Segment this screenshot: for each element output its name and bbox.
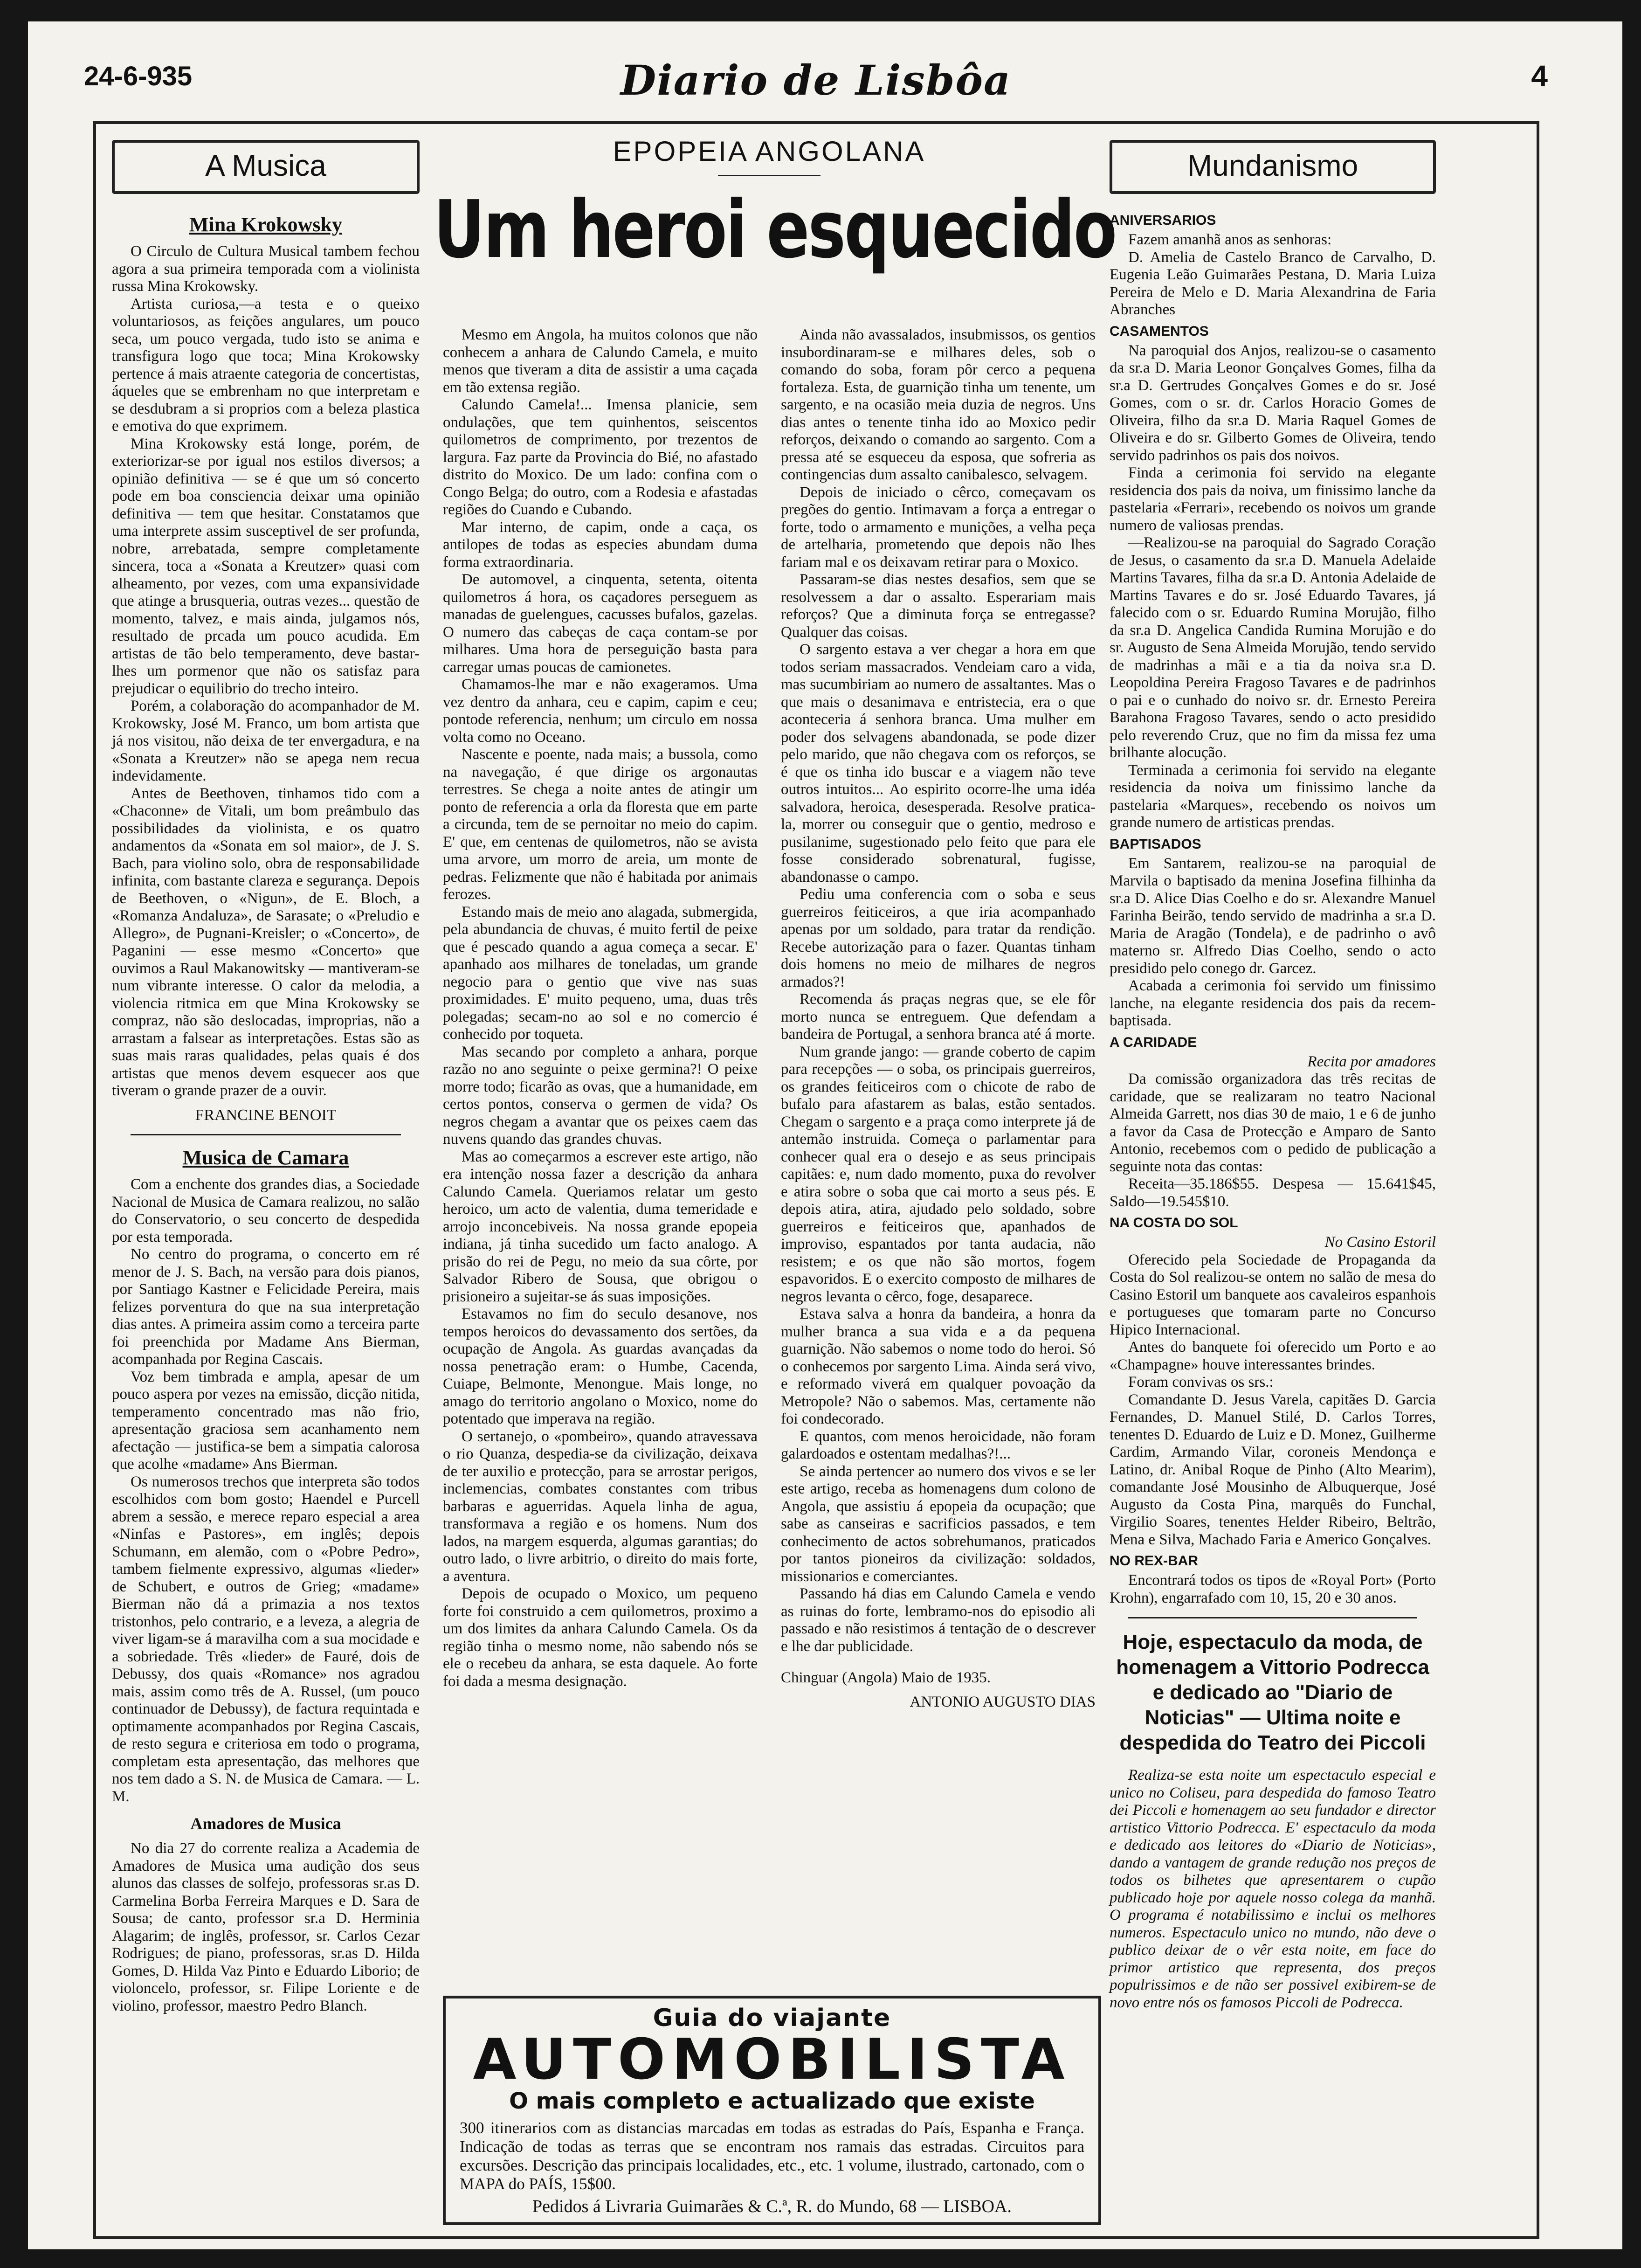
paragraph: Depois de ocupado o Moxico, um pequeno forte foi construido a cem quilometros, proximo a um dos limites da anhara Calundo Camela. Os da região tinha o mesmo nome, não sabendo nós se ele o recebeu da anhara, se esta daquele. Ao forte foi dada a mesma designação. [443, 1585, 758, 1690]
paragraph: Estando mais de meio ano alagada, submergida, pela abundancia de chuvas, é muito fertil de peixe que é pescado quando a agua começa a secar. E' apanhado aos milhares de toneladas, um grande negocio para o gentio que vive nas suas proximidades. E' muito pequeno, uma, duas três polegadas; secam-no ao sol e no comercio é conhecido por toqueta. [443, 903, 758, 1043]
paragraph: —Realizou-se na paroquial do Sagrado Coração de Jesus, o casamento da sr.a D. Manuela Adelaide Martins Tavares, filha da sr.a D. Antonia Adelaide de Martins Tavares e do sr. José Eduardo Tavares, já falecido com o sr. Eduardo Rumina Morujão, filho da sr.a D. Angelica Candida Rumina Morujão e do sr. Augusto de Sena Almeida Morujão, tendo servido de madrinhas a mãi e a tia da noiva sr.a D. Leopoldina Pereira Fragoso Tavares e de padrinhos o pai e o cunhado do noivo sr. dr. Ernesto Pereira Barahona Fragoso Tavares, sendo o acto presidido pelo reverendo Cruz, que no fim da missa fez uma brilhante alocução. [1110, 534, 1436, 761]
paragraph: Terminada a cerimonia foi servido na elegante residencia da noiva um finissimo lanche da pastelaria «Marques», recebendo os noivos um grande numero de artisticas prendas. [1110, 761, 1436, 831]
subheading: NO REX-BAR [1110, 1553, 1199, 1569]
newspaper-title: Diario de Lisbôa [620, 56, 1012, 104]
issue-date: 24-6-935 [84, 61, 193, 91]
paragraph: Recomenda ás praças negras que, se ele fôr morto nunca se entreguem. Que defendam a bandeira de Portugal, a senhora branca até á morte. [781, 991, 1096, 1043]
paragraph: Mina Krokowsky está longe, porém, de exteriorizar-se por igual nos estilos diversos; a opinião definitiva — se é que um só concerto pode em boa consciencia deixar uma opinião definitiva — tem que hesitar. Constatamos que uma interprete assim susceptivel de ser profunda, nobre, arrebatada, sempre completamente sincera, toca a «Sonata a Kreutzer» quasi com alheamento, por vezes, com uma expansividade que atinge a brusqueria, outras vezes... questão de momento, talvez, e mais ainda, julgamos nós, resultado de prcada um pouco acudida. Em artistas de tão belo temperamento, deve bastar-lhes um pormenor que não os satisfaz para prejudicar o equilibrio do trecho inteiro. [112, 435, 420, 697]
paragraph: Acabada a cerimonia foi servido um finissimo lanche, na elegante residencia dos pais da recem-baptisada. [1110, 977, 1436, 1029]
paragraph: Num grande jango: — grande coberto de capim para recepções — o soba, os principais guerreiros, os grandes feiticeiros com o chicote de rabo de bufalo para afastarem as balas, estão sentados. Chegam o sargento e a praça como interprete já de antemão instruida. Começa o parlamentar para conhecer qual era o desejo e as seus principais capitães: e, num dado momento, puxa do revolver e atira sobre o soba que cai morto a seus pés. E depois atira, atira, ajudado pelo soldado, sobre guerreiros e feiticeiros que, apanhados de improviso, espantados por tanta audacia, não resistem; e os que não são mortos, fogem espavoridos. E o exercito composto de milhares de negros levanta o cêrco, foge, desaparece. [781, 1043, 1096, 1305]
article-title-camara: Musica de Camara [182, 1146, 349, 1169]
paragraph: De automovel, a cinquenta, setenta, oitenta quilometros á hora, os caçadores perseguem as manadas de guelengues, cacusses bufalos, gazelas. O numero das cabeças de caça contam-se por milhares. Uma hora de perseguição basta para carregar umas poucas de camionetes. [443, 571, 758, 676]
subheading: A CARIDADE [1110, 1034, 1197, 1050]
paragraph: O Circulo de Cultura Musical tambem fechou agora a sua primeira temporada com a violinista russa Mina Krokowsky. [112, 243, 420, 295]
paragraph: E quantos, com menos heroicidade, não foram galardoados e ostentam medalhas?!... [781, 1428, 1096, 1462]
paragraph: Mas secando por completo a anhara, porque razão no ano seguinte o peixe germina?! O peixe morre todo; ficarão as ovas, que a humanidade, em certos pontos, conserva o germen de vida? Os negros chegam a avantar que os peixes caem das nuvens quando das grandes chuvas. [443, 1043, 758, 1148]
announcement-headline: Hoje, espectaculo da moda, de homenagem a Vittorio Podrecca e dedicado ao "Diario de Noticias" — Ultima noite e despedida do Teatro dei Piccoli [1116, 1631, 1429, 1754]
paragraph: Passaram-se dias nestes desafios, sem que se resolvessem a dar o assalto. Esperariam mais reforços? Que a diminuta força se entregasse? Qualquer das coisas. [781, 571, 1096, 641]
section-header-mundanismo: Mundanismo [1110, 140, 1436, 194]
scan-border-left [0, 0, 28, 2268]
paragraph: D. Amelia de Castelo Branco de Carvalho, D. Eugenia Leão Guimarães Pestana, D. Maria Luiza Pereira de Melo e D. Maria Alexandrina de Faria Abranches [1110, 249, 1436, 318]
paragraph: Mas ao começarmos a escrever este artigo, não era intenção nossa fazer a descrição da anhara Calundo Camela. Queriamos relatar um gesto heroico, um acto de valentia, duma temeridade e arrojo inconcebiveis. Na nossa grande epopeia indiana, já tinha sucedido um facto analogo. A prisão do rei de Pegu, no meio da sua côrte, por Salvador Ribero de Sousa, que obrigou o prisioneiro a sujeitar-se ás suas imposições. [443, 1148, 758, 1305]
paragraph: Depois de iniciado o cêrco, começavam os pregões do gentio. Intimavam a força a entregar o forte, todo o armamento e munições, a velha peça de artelharia, prometendo que depois não lhes fariam mal e os deixavam retirar para o Moxico. [781, 484, 1096, 571]
paragraph: Estava salva a honra da bandeira, a honra da mulher branca a sua vida e a da pequena guarnição. Não sabemos o nome todo do heroi. Só o conhecemos por sargento Lima. Ainda será vivo, e reformado viverá em qualquer povoação da Metropole? Não o sabemos. Mas, certamente não foi condecorado. [781, 1306, 1096, 1427]
paragraph: Da comissão organizadora das três recitas de caridade, que se realizaram no teatro Nacional Almeida Garrett, nos dias 30 de maio, 1 e 6 de junho a favor da Casa de Protecção e Amparo de Santo Antonio, recebemos com o pedido de publicação a seguinte nota das contas: [1110, 1071, 1436, 1175]
scan-border-bottom [0, 2249, 1641, 2268]
paragraph: Passando há dias em Calundo Camela e vendo as ruinas do forte, lembramo-nos do episodio ali passado e não resistimos á tentação de o descrever e lhe dar publicidade. [781, 1585, 1096, 1655]
subheading: BAPTISADOS [1110, 836, 1201, 852]
subheading: ANIVERSARIOS [1110, 213, 1216, 228]
paragraph: Encontrará todos os tipos de «Royal Port» (Porto Krohn), engarrafado com 10, 15, 20 e 30 anos. [1110, 1572, 1436, 1606]
author-byline: ANTONIO AUGUSTO DIAS [910, 1693, 1096, 1710]
paragraph: Com a enchente dos grandes dias, a Sociedade Nacional de Musica de Camara realizou, no salão do Conservatorio, o seu concerto de despedida por esta temporada. [112, 1176, 420, 1245]
divider [131, 1134, 401, 1135]
paragraph: Foram convivas os srs.: [1128, 1374, 1274, 1390]
paragraph: Artista curiosa,—a testa e o queixo voluntariosos, as feições angulares, um pouco seca, um pouco vergada, tudo isto se anima e transfigura logo que toca; Mina Krokowsky pertence á mais atraente categoria de concertistas, áqueles que se embrenham no que interpretam e se desdubram a si proprios com a beleza plastica e emotiva do que exprimem. [112, 295, 420, 435]
paragraph: Em Santarem, realizou-se na paroquial de Marvila o baptisado da menina Josefina filhinha da sr.a D. Alice Dias Coelho e do sr. Alexandre Manuel Farinha Beirão, tendo servido de madrinha a sr.a D. Maria de Aragão (Tondela), e de padrinho o avô materno sr. Alfredo Dias Coelho, sendo o acto presidido pelo conego dr. Garcez. [1110, 855, 1436, 977]
subheading-italic: Recita por amadores [1307, 1053, 1436, 1070]
dateline: Chinguar (Angola) Maio de 1935. [781, 1669, 991, 1686]
paragraph: Na paroquial dos Anjos, realizou-se o casamento da sr.a D. Maria Leonor Gonçalves Gomes, filha da sr.a D. Gertrudes Gonçalves Gomes e do sr. José Gomes, com o sr. dr. Carlos Horacio Gomes de Oliveira, filho da sr.a D. Maria Raquel Gomes de Oliveira e do sr. Gilberto Gomes de Oliveira, tendo servido padrinhos os pais dos noivos. [1110, 342, 1436, 464]
paragraph: Antes do banquete foi oferecido um Porto e ao «Champagne» houve interessantes brindes. [1110, 1339, 1436, 1373]
ad-title: AUTOMOBILISTA [473, 2027, 1071, 2092]
feature-body [443, 326, 1096, 1982]
paragraph: Voz bem timbrada e ampla, apesar de um pouco aspera por vezes na emissão, dicção nitida, temperamento concentrado mas não frio, apresentação graciosa sem acanhamento nem afectação — justifica-se bem a simpatia calorosa que acolhe «madame» Ans Bierman. [112, 1368, 420, 1473]
paragraph: Os numerosos trechos que interpreta são todos escolhidos com bom gosto; Haendel e Purcell abrem a sessão, e merece reparo especial a area «Ninfas e Pastores», em inglês; depois Schumann, em alemão, com o «Pobre Pedro», tambem fielmente expressivo, algumas «lieder» de Schubert, e outros de Grieg; «madame» Bierman não dá a primazia a nos textos tristonhos, pelo contrario, e a leveza, a alegria de viver ligam-se á maravilha com a sua mocidade e a sobriedade. Três «lieder» de Fauré, dois de Debussy, dos quais «Romance» nos agradou mais, assim como três de A. Russel, (um pouco continuador de Debussy), de factura requintada e optimamente acompanhados por Regina Cascais, de resto segura e criteriosa em todo o programa, completam esta apresentação, das melhores que nos tem dado a S. N. de Musica de Camara. — L. M. [112, 1473, 420, 1805]
feature-headline: Um heroi esquecido [434, 184, 1116, 276]
feature-header [434, 135, 1116, 276]
scan-border-right [1622, 0, 1641, 2268]
paragraph: Realiza-se esta noite um espectaculo especial e unico no Coliseu, para despedida do famoso Teatro dei Piccoli e homenagem ao seu fundador e director artistico Vittorio Podrecca. E' espectaculo da moda e dedicado aos leitores do «Diario de Noticias», dando a vantagem de grande redução nos preços de todos os bilhetes que apresentarem o cupão publicado hoje por aquele nosso colega da manhã. O programa é notabilissimo e inclui os melhores numeros. Espectaculo unico no mundo, não deve o publico deixar de o vêr esta noite, em face do primor artistico que representa, dos preços populrissimos e de não ser possivel exibirem-se de novo entre nós os famosos Piccoli de Podrecca. [1110, 1767, 1436, 2011]
paragraph: Antes de Beethoven, tinhamos tido com a «Chaconne» de Vitali, um bom preâmbulo das possibilidades da violinista, e os quatro andamentos da «Sonata em sol maior», de J. S. Bach, para violino solo, obra de responsabilidade infinita, com bastante clareza e segurança. Depois de Beethoven, o «Nigun», de E. Bloch, a «Romanza Andaluza», de Sarasate; o «Preludio e Allegro», de Pugnani-Kreisler; o «Concerto», de Paganini — esse mesmo «Concerto» que ouvimos a Raul Makanowitsky — mantiveram-se num vibrante interesse. O calor da melodia, a violencia ritmica em que Mina Krokowsky se compraz, não são deslocadas, improprias, não a arrastam a falsear as interpretações. Estas são as suas mais raras qualidades, pelas quais é dos artistas que menos devem esquecer aos que tiveram o grande prazer de a ouvir. [112, 785, 420, 1099]
scan-border-top [0, 0, 1641, 21]
paragraph: Receita—35.186$55. Despesa — 15.641$45, Saldo—19.545$10. [1110, 1175, 1436, 1210]
paragraph: Fazem amanhã anos as senhoras: [1128, 231, 1332, 248]
paragraph: Chamamos-lhe mar e não exageramos. Uma vez dentro da anhara, ceu e capim, capim e ceu; pontode referencia, nenhum; um circulo em nossa volta como no Oceano. [443, 676, 758, 746]
subheading-italic: No Casino Estoril [1324, 1234, 1436, 1251]
paragraph: Pediu uma conferencia com o soba e seus guerreiros feiticeiros, a que iria acompanhado apenas por um soldado, para tratar da rendição. Recebe autorização para o fazer. Quantas tinham dois homens no meio de milhares de negros armados?! [781, 886, 1096, 990]
masthead [84, 56, 1548, 107]
paragraph: No dia 27 do corrente realiza a Academia de Amadores de Musica uma audição dos seus alunos das classes de solfejo, professoras sr.as D. Carmelina Borba Ferreira Marques e D. Sara de Sousa; de canto, professor sr.a D. Herminia Alagarim; de inglês, professor, sr. Carlos Cezar Rodrigues; de piano, professoras, sr.as D. Hilda Gomes, D. Hilda Vaz Pinto e Eduardo Liborio; de violoncelo, professor, sr. Filipe Loriente e de violino, professor, maestro Pedro Blanch. [112, 1840, 420, 2014]
feature-kicker: EPOPEIA ANGOLANA [613, 136, 926, 167]
paragraph: O sargento estava a ver chegar a hora em que todos seriam massacrados. Vendeiam caro a vida, mas sucumbiriam ao numero de assaltantes. Mas o que mais o desanimava e entristecia, era o que aconteceria á senhora branca. Uma mulher em poder dos selvagens abandonada, se pode dizer pelo marido, que não chegava com os reforços, se é que os tinha ido buscar e a viagem não teve outros intuitos... Ao espirito ocorre-lhe uma idéa salvadora, heroica, desesperada. Resolve pratica-la, morrer ou conseguir que o gentio, medroso e pusilanime, sugestionado pelo feito que para ele fosse considerado sobrenatural, fugisse, abandonasse o campo. [781, 641, 1096, 885]
paragraph: Estavamos no fim do seculo desanove, nos tempos heroicos do devassamento dos sertões, da ocupação de Angola. As guardas avançadas da nossa penetração eram: o Humbe, Cacenda, Cuiape, Belmonte, Menongue. Mais longe, no amago do territorio angolano o Moxico, nome do potentado que imperava na região. [443, 1306, 758, 1427]
ad-tagline: O mais completo e actualizado que existe [509, 2088, 1035, 2114]
paragraph: Ainda não avassalados, insubmissos, os gentios insubordinaram-se e milhares deles, sob o comando do soba, foram pôr cerco a pequena fortaleza. Esta, de guarnição tinha um tenente, um sargento, e na ocasião meia duzia de negros. Uns dias antes o tenente tinha ido ao Moxico pedir reforços, deixando o comando ao sargento. Com a pressa até se esqueceu da esposa, que sofreria as contingencias dum assalto canibalesco, selvagem. [781, 326, 1096, 483]
advertisement-automobilista [443, 1996, 1101, 2225]
page-number: 4 [1531, 59, 1548, 93]
section-header-music: A Musica [112, 140, 420, 194]
paragraph: Mesmo em Angola, ha muitos colonos que não conhecem a anhara de Calundo Camela, e muito menos que tiveram a dita de assistir a uma caçada em tão extensa região. [443, 326, 758, 396]
paragraph: Finda a cerimonia foi servido na elegante residencia dos pais da noiva, um finissimo lanche da pastelaria «Ferrari», recebendo os noivos um grande numero de valiosas prendas. [1110, 464, 1436, 534]
paragraph: Mar interno, de capim, onde a caça, os antilopes de todas as especies abundam duma forma extraordinaria. [443, 519, 758, 571]
paragraph: Comandante D. Jesus Varela, capitães D. Garcia Fernandes, D. Manuel Stilé, D. Carlos Torres, tenentes D. Eduardo de Luiz e D. Monez, Guilherme Cardim, Armando Vilar, coroneis Mendonça e Latino, dr. Anibal Roque de Pinho (Alto Mearim), comandante José Mousinho de Albuquerque, José Augusto da Costa Pina, marquês do Funchal, Virgilio Soares, tenentes Helder Ribeiro, Beltrão, Mena e Silva, Machado Faria e Americo Gonçalves. [1110, 1391, 1436, 1548]
ad-kicker: Guia do viajante [653, 2004, 891, 2032]
paragraph: O sertanejo, o «pombeiro», quando atravessava o rio Quanza, despedia-se da civilização, deixava de ter auxilio e protecção, para se arrostar perigos, inclemencias, combates constantes com tribus barbaras e aguerridas. Aquela linha de agua, transformava a região e os homens. Num dos lados, na margem esquerda, algumas garantias; do outro lado, o livre arbitrio, o direito do mais forte, a aventura. [443, 1428, 758, 1585]
paragraph: Calundo Camela!... Imensa planicie, sem ondulações, que tem quinhentos, seiscentos quilometros de comprimento, por trezentos de largura. Faz parte da Provincia do Bié, no afastado distrito do Moxico. De um lado: confina com o Congo Belga; do outro, com a Rodesia e afastadas regiões do Cuando e Cubando. [443, 396, 758, 518]
music-column [112, 140, 420, 2015]
divider [718, 175, 820, 176]
paragraph: No centro do programa, o concerto em ré menor de J. S. Bach, na versão para dois pianos, por Santiago Kastner e Felicidade Pereira, mais felizes porventura do que na sua interpretação dias antes. A primeira assim como a terceira parte foi preenchida por Madame Ans Bierman, acompanhada por Regina Cascais. [112, 1246, 420, 1368]
subheading: CASAMENTOS [1110, 323, 1209, 339]
article-title-amadores: Amadores de Musica [190, 1814, 341, 1833]
paragraph: Se ainda pertencer ao numero dos vivos e se ler este artigo, receba as homenagens dum colono de Angola, que assistiu á epopeia da ocupação; que sabe as canseiras e sacrificios passados, e tem conhecimento de actos sobrehumanos, praticados por tantos pioneiros da civilização: soldados, missionarios e comerciantes. [781, 1463, 1096, 1585]
article-title-krokowsky: Mina Krokowsky [189, 213, 343, 236]
divider [1128, 1617, 1417, 1618]
subheading: NA COSTA DO SOL [1110, 1215, 1238, 1231]
paragraph: Oferecido pela Sociedade de Propaganda da Costa do Sol realizou-se ontem no salão de mesa do Casino Estoril um banquete aos cavaleiros espanhois e portugueses que tomaram parte no Concurso Hipico Internacional. [1110, 1251, 1436, 1338]
paragraph: Porém, a colaboração do acompanhador de M. Krokowsky, José M. Franco, um bom artista que já nos visitou, não deixa de ter envergadura, e na «Sonata a Kreutzer» não se apega nem recua indevidamente. [112, 698, 420, 784]
social-column [1110, 140, 1436, 2012]
paragraph: Nascente e poente, nada mais; a bussola, como na navegação, é que dirige os argonautas terrestres. Se chega a noite antes de atingir um ponto de referencia a orla da floresta que em parte a circunda, tem de se pernoitar no meio do capim. E' que, em centenas de quilometros, não se avista uma arvore, um morro de areia, um monte de pedras. Felizmente que não é habitada por animais ferozes. [443, 746, 758, 903]
ad-footer: Pedidos á Livraria Guimarães & C.ª, R. do Mundo, 68 — LISBOA. [532, 2197, 1012, 2216]
ad-body: 300 itinerarios com as distancias marcadas em todas as estradas do País, Espanha e França. Indicação de todas as terras que se encontram nos ramais das estradas. Circuitos para excursões. Descrição das principais localidades, etc., etc. 1 volume, ilustrado, cartonado, com o MAPA do PAÍS, 15$00. [460, 2119, 1084, 2193]
byline: FRANCINE BENOIT [195, 1106, 337, 1124]
